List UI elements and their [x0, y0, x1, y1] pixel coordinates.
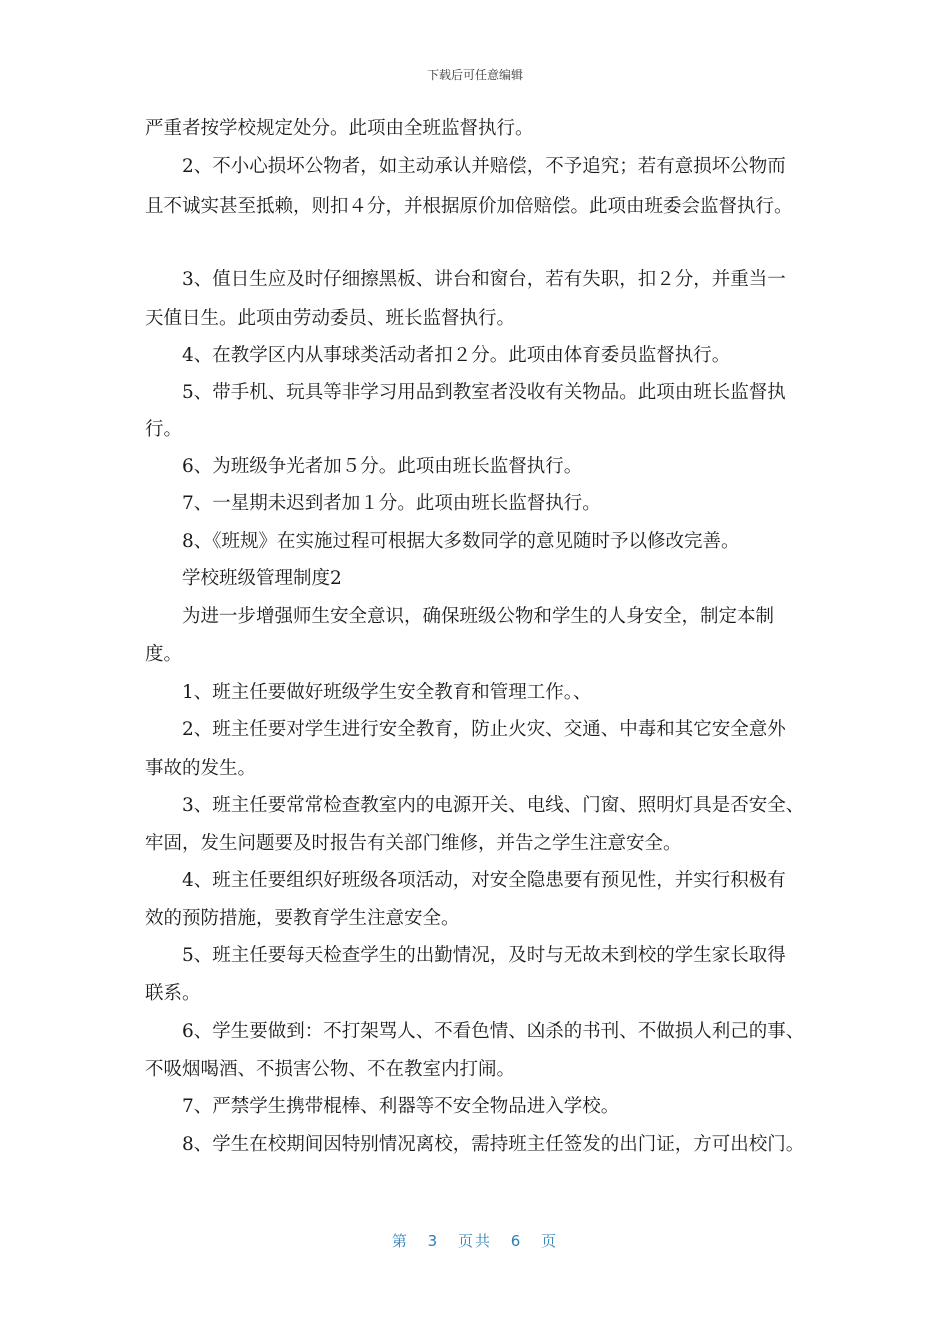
footer-prefix: 第	[391, 1232, 409, 1250]
text-line: 7、严禁学生携带棍棒、利器等不安全物品进入学校。	[182, 1096, 620, 1117]
text-line: 天值日生。此项由劳动委员、班长监督执行。	[145, 308, 516, 329]
text-line: 8、《班规》在实施过程可根据大多数同学的意见随时予以修改完善。	[182, 531, 740, 552]
text-line: 度。	[145, 644, 183, 665]
text-line: 6、学生要做到：不打架骂人、不看色情、凶杀的书刊、不做损人利己的事、	[182, 1021, 805, 1042]
text-line: 2、不小心损坏公物者，如主动承认并赔偿，不予追究；若有意损坏公物而	[182, 156, 786, 177]
text-line: 2、班主任要对学生进行安全教育，防止火灾、交通、中毒和其它安全意外	[182, 719, 786, 740]
text-line: 8、学生在校期间因特别情况离校，需持班主任签发的出门证，方可出校门。	[182, 1134, 805, 1155]
text-line: 5、带手机、玩具等非学习用品到教室者没收有关物品。此项由班长监督执	[182, 382, 786, 403]
text-line: 6、为班级争光者加５分。此项由班长监督执行。	[182, 456, 583, 477]
page-footer	[0, 1230, 950, 1251]
current-page-number: 3	[427, 1232, 440, 1250]
footer-suffix: 页	[541, 1232, 559, 1250]
text-line: 联系。	[145, 983, 201, 1004]
text-line: 5、班主任要每天检查学生的出勤情况，及时与无故未到校的学生家长取得	[182, 945, 786, 966]
text-line: 3、班主任要常常检查教室内的电源开关、电线、门窗、照明灯具是否安全、	[182, 795, 805, 816]
text-line: 牢固，发生问题要及时报告有关部门维修，并告之学生注意安全。	[145, 833, 682, 854]
text-line: 严重者按学校规定处分。此项由全班监督执行。	[145, 118, 534, 139]
text-line: 且不诚实甚至抵赖，则扣４分，并根据原价加倍赔偿。此项由班委会监督执行。	[145, 196, 793, 217]
text-line: 1、班主任要做好班级学生安全教育和管理工作。、	[182, 682, 592, 703]
text-line: 效的预防措施，要教育学生注意安全。	[145, 908, 460, 929]
text-line: 4、在教学区内从事球类活动者扣２分。此项由体育委员监督执行。	[182, 345, 731, 366]
text-line: 不吸烟喝酒、不损害公物、不在教室内打闹。	[145, 1059, 516, 1080]
text-line: 行。	[145, 419, 183, 440]
page-header: 下载后可任意编辑	[426, 68, 523, 82]
text-line: 3、值日生应及时仔细擦黑板、讲台和窗台，若有失职，扣２分，并重当一	[182, 269, 786, 290]
footer-middle: 页共	[457, 1232, 492, 1250]
text-line: 为进一步增强师生安全意识，确保班级公物和学生的人身安全，制定本制	[182, 606, 775, 627]
text-line: 7、一星期未迟到者加１分。此项由班长监督执行。	[182, 493, 601, 514]
text-line: 事故的发生。	[145, 758, 257, 779]
total-pages: 6	[510, 1232, 523, 1250]
section-title: 学校班级管理制度2	[182, 568, 342, 589]
text-line: 4、班主任要组织好班级各项活动，对安全隐患要有预见性，并实行积极有	[182, 870, 786, 891]
